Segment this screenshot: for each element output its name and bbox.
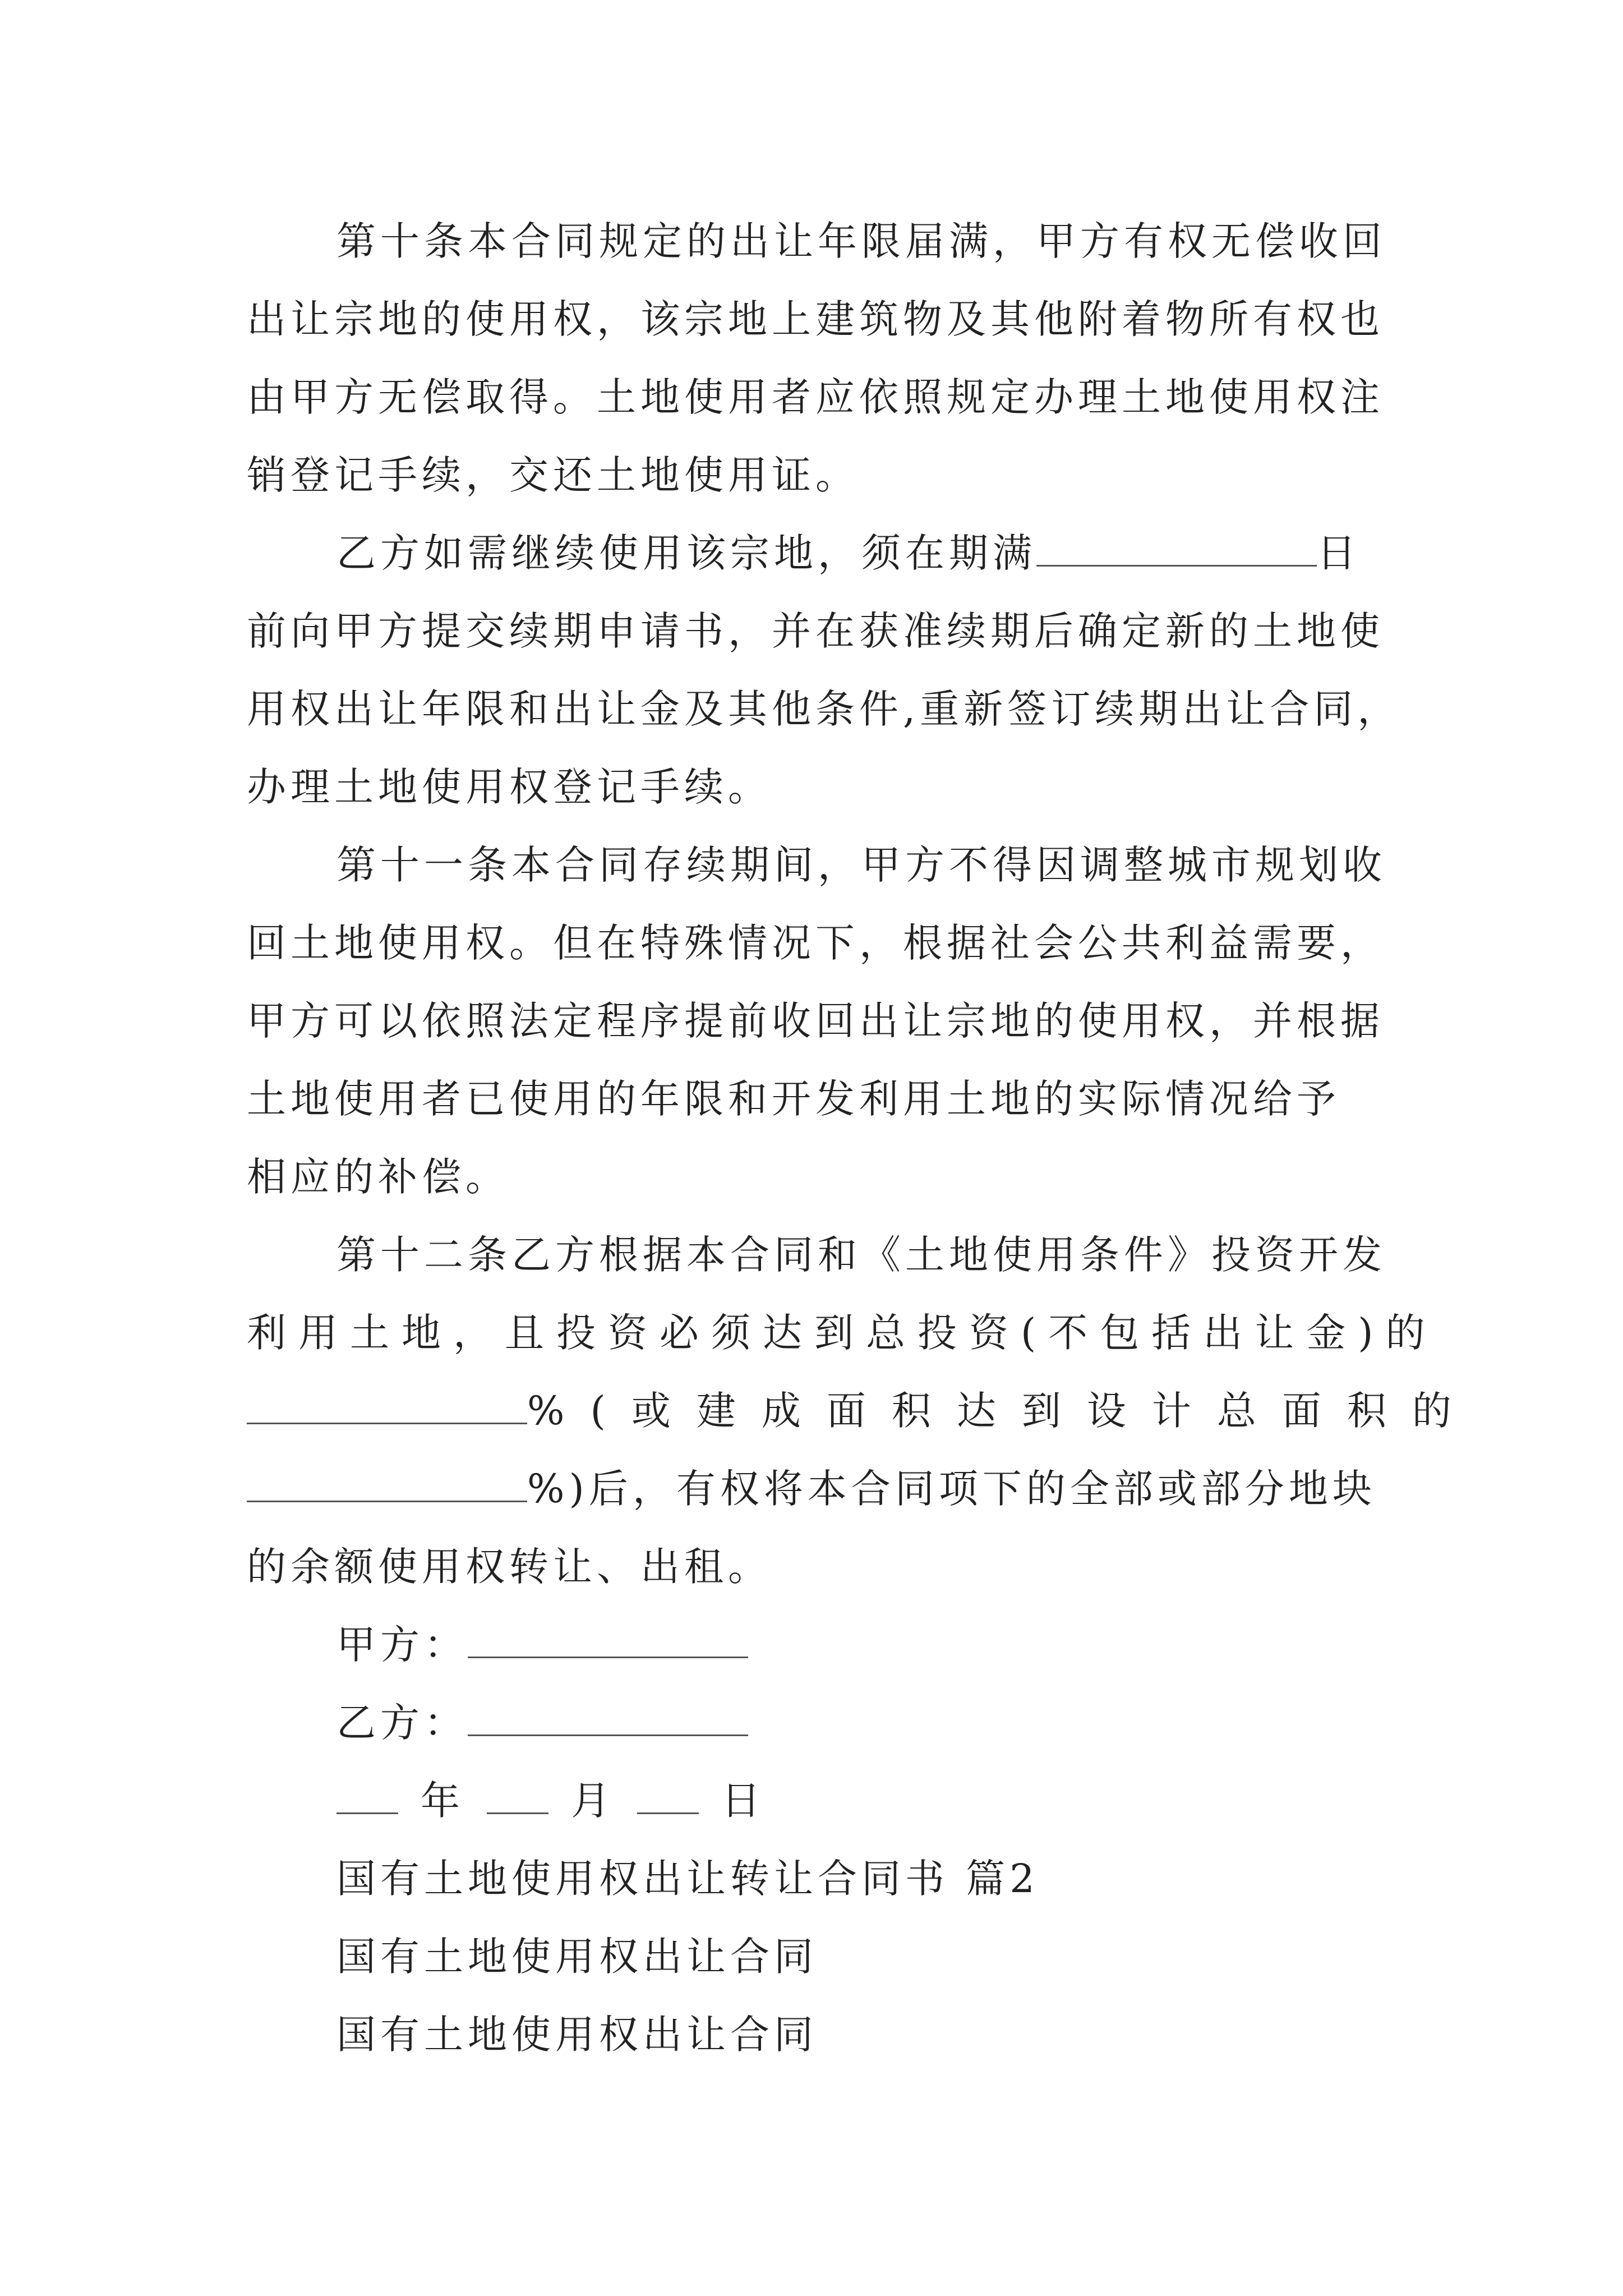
article-12-line-1: 第十二条乙方根据本合同和《土地使用条件》投资开发 [336, 1232, 1386, 1278]
article-12-line-3 [247, 1386, 1477, 1436]
year-label: 年 [421, 1778, 464, 1824]
article-10-line-3: 由甲方无偿取得。土地使用者应依照规定办理土地使用权注 [247, 374, 1384, 420]
party-b-row [336, 1697, 748, 1748]
article-12-line-2: 利用土地，且投资必须达到总投资(不包括出让金)的 [247, 1310, 1437, 1356]
renewal-line-1 [336, 528, 1361, 578]
article-12-line-4 [247, 1464, 1376, 1514]
party-a-signature-field[interactable] [468, 1624, 748, 1658]
article-12-line-5: 的余额使用权转让、出租。 [247, 1544, 772, 1590]
day-field[interactable] [637, 1780, 699, 1814]
renewal-text-after-blank: 日 [1317, 530, 1361, 576]
renewal-text-before-blank: 乙方如需继续使用该宗地，须在期满 [336, 530, 1036, 576]
date-row [336, 1775, 765, 1826]
contract-title-2: 国有土地使用权出让合同 [336, 2012, 818, 2058]
renewal-line-4: 办理土地使用权登记手续。 [247, 764, 772, 810]
day-label: 日 [721, 1778, 765, 1824]
article-11-line-3: 甲方可以依照法定程序提前收回出让宗地的使用权，并根据 [247, 998, 1384, 1044]
investment-percent-blank[interactable] [247, 1390, 527, 1424]
article-12-line-4-text: %)后，有权将本合同项下的全部或部分地块 [527, 1466, 1376, 1512]
area-percent-blank[interactable] [247, 1468, 527, 1502]
article-12-line-3-text: %(或建成面积达到设计总面积的 [527, 1388, 1477, 1434]
party-a-row [336, 1619, 748, 1670]
party-a-label: 甲方： [336, 1622, 468, 1668]
article-10-line-2: 出让宗地的使用权，该宗地上建筑物及其他附着物所有权也 [247, 296, 1384, 342]
article-10-line-1: 第十条本合同规定的出让年限届满，甲方有权无偿收回 [336, 218, 1386, 264]
contract-title-1: 国有土地使用权出让合同 [336, 1934, 818, 1980]
renewal-line-2: 前向甲方提交续期申请书，并在获准续期后确定新的土地使 [247, 608, 1384, 654]
section-title: 国有土地使用权出让转让合同书 篇2 [336, 1856, 1039, 1902]
article-11-line-5: 相应的补偿。 [247, 1154, 509, 1200]
year-field[interactable] [336, 1780, 398, 1814]
article-11-line-4: 土地使用者已使用的年限和开发利用土地的实际情况给予 [247, 1076, 1340, 1122]
month-field[interactable] [487, 1780, 548, 1814]
article-11-line-1: 第十一条本合同存续期间，甲方不得因调整城市规划收 [336, 842, 1386, 888]
renewal-line-3: 用权出让年限和出让金及其他条件,重新签订续期出让合同， [247, 686, 1401, 732]
article-10-line-4: 销登记手续，交还土地使用证。 [247, 452, 859, 498]
article-11-line-2: 回土地使用权。但在特殊情况下，根据社会公共利益需要， [247, 920, 1384, 966]
party-b-label: 乙方： [336, 1700, 468, 1746]
renewal-days-blank[interactable] [1036, 532, 1317, 567]
month-label: 月 [571, 1778, 615, 1824]
party-b-signature-field[interactable] [468, 1702, 748, 1736]
